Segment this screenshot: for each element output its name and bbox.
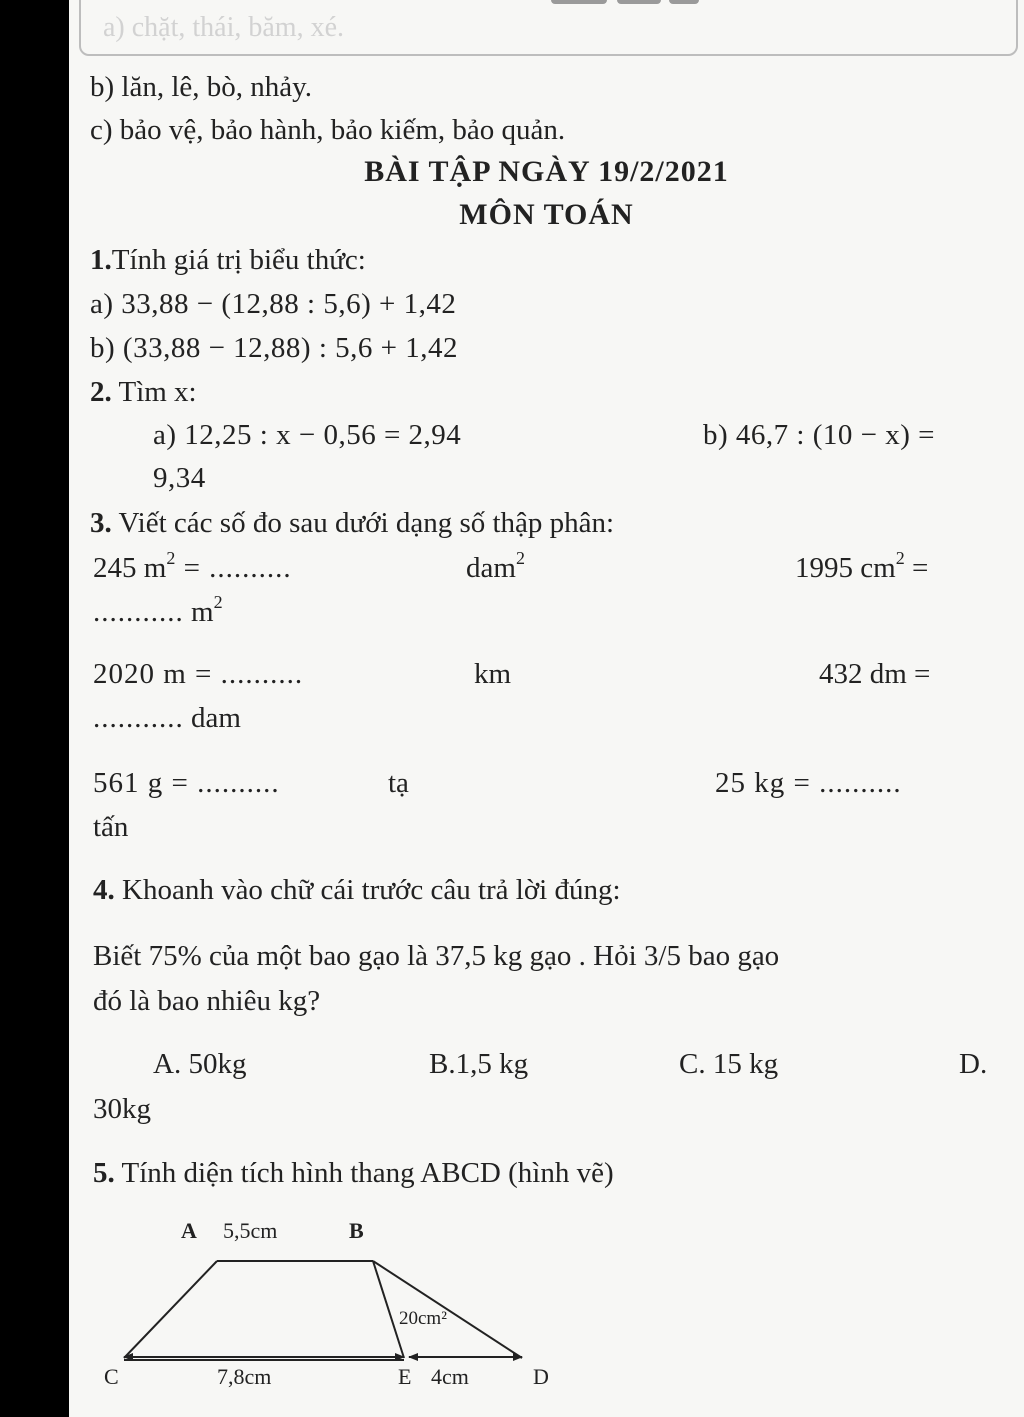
edge-ac [124, 1261, 217, 1358]
q4-option-c[interactable]: C. 15 kg [679, 1048, 779, 1080]
vertex-b: B [349, 1218, 364, 1243]
q1-title: Tính giá trị biểu thức: [111, 244, 366, 276]
q2-heading [90, 375, 197, 409]
subject-title: MÔN TOÁN [459, 198, 634, 231]
q2-number: 2. [90, 376, 112, 408]
q3-heading [90, 506, 614, 540]
q3-r3-cont: tấn [93, 811, 129, 843]
previous-answer-box [79, 0, 1018, 56]
q4-heading [93, 873, 621, 907]
edge-bd [373, 1261, 522, 1358]
q1-a: a) 33,88 − (12,88 : 5,6) + 1,42 [90, 288, 457, 320]
label-triangle-area: 20cm² [399, 1308, 447, 1329]
q3-r1-cont: ........... $m^2$ [93, 592, 223, 628]
q3-r2-cont: ........... dam [93, 702, 241, 734]
page-title: BÀI TẬP NGÀY 19/2/2021 [364, 155, 729, 188]
q3-r1-left: 245 $m^2$ = .......... [93, 548, 292, 584]
line-c: c) bảo vệ, bảo hành, bảo kiếm, bảo quản. [90, 114, 566, 146]
vertex-d: D [533, 1364, 549, 1389]
faded-line-a: a) chặt, thái, băm, xé. [103, 12, 345, 43]
q3-r3-right: 25 kg = .......... [715, 767, 902, 799]
q2-title: Tìm x: [111, 376, 197, 408]
q5-heading [93, 1156, 614, 1190]
q3-title: Viết các số đo sau dưới dạng số thập phân: [111, 507, 615, 539]
q4-title: Khoanh vào chữ cái trước câu trả lời đúng: [114, 874, 621, 906]
q3-r2-left: 2020 m = .......... [93, 658, 304, 690]
vertex-a: A [181, 1218, 197, 1243]
q5-title: Tính diện tích hình thang ABCD (hình vẽ) [114, 1157, 614, 1189]
q3-r3-unit: tạ [388, 767, 409, 799]
q3-r2-right: 432 dm = [819, 658, 931, 690]
q2-b: b) 46,7 : (10 − x) = [703, 419, 935, 451]
label-ed-length: 4cm [431, 1364, 469, 1389]
line-b: b) lăn, lê, bò, nhảy. [90, 71, 313, 103]
q4-text-1: Biết 75% của một bao gạo là 37,5 kg gạo . Hỏi 3/5 bao gạo [93, 940, 780, 972]
q4-option-d-cont: 30kg [93, 1093, 151, 1125]
q3-r1-right: 1995 $cm^2$ = [795, 548, 929, 584]
q3-number: 3. [90, 507, 112, 539]
q4-option-d[interactable]: D. [959, 1048, 988, 1080]
label-ce-length: 7,8cm [217, 1364, 272, 1389]
q4-option-b[interactable]: B.1,5 kg [429, 1048, 529, 1080]
scroll-artifact [669, 0, 699, 4]
document-page [69, 0, 1024, 1417]
q3-r2-unit: km [474, 658, 512, 690]
q2-b-cont: 9,34 [153, 462, 206, 494]
q3-r3-left: 561 g = .......... [93, 767, 280, 799]
q1-b: b) (33,88 − 12,88) : 5,6 + 1,42 [90, 332, 458, 364]
scroll-artifact [617, 0, 661, 4]
q3-r1-unit: dam$^2$ [466, 548, 525, 584]
q1-number: 1. [90, 244, 112, 276]
scroll-artifact [551, 0, 607, 4]
label-ab-length: 5,5cm [223, 1218, 278, 1243]
vertex-c: C [104, 1364, 119, 1389]
trapezoid-figure [69, 1200, 1024, 1417]
q4-option-a[interactable]: A. 50kg [153, 1048, 247, 1080]
q5-number: 5. [93, 1157, 115, 1189]
vertex-e: E [398, 1364, 412, 1389]
q1-heading [90, 243, 366, 277]
q4-number: 4. [93, 874, 115, 906]
q2-a: a) 12,25 : x − 0,56 = 2,94 [153, 419, 462, 451]
q4-text-2: đó là bao nhiêu kg? [93, 985, 321, 1017]
